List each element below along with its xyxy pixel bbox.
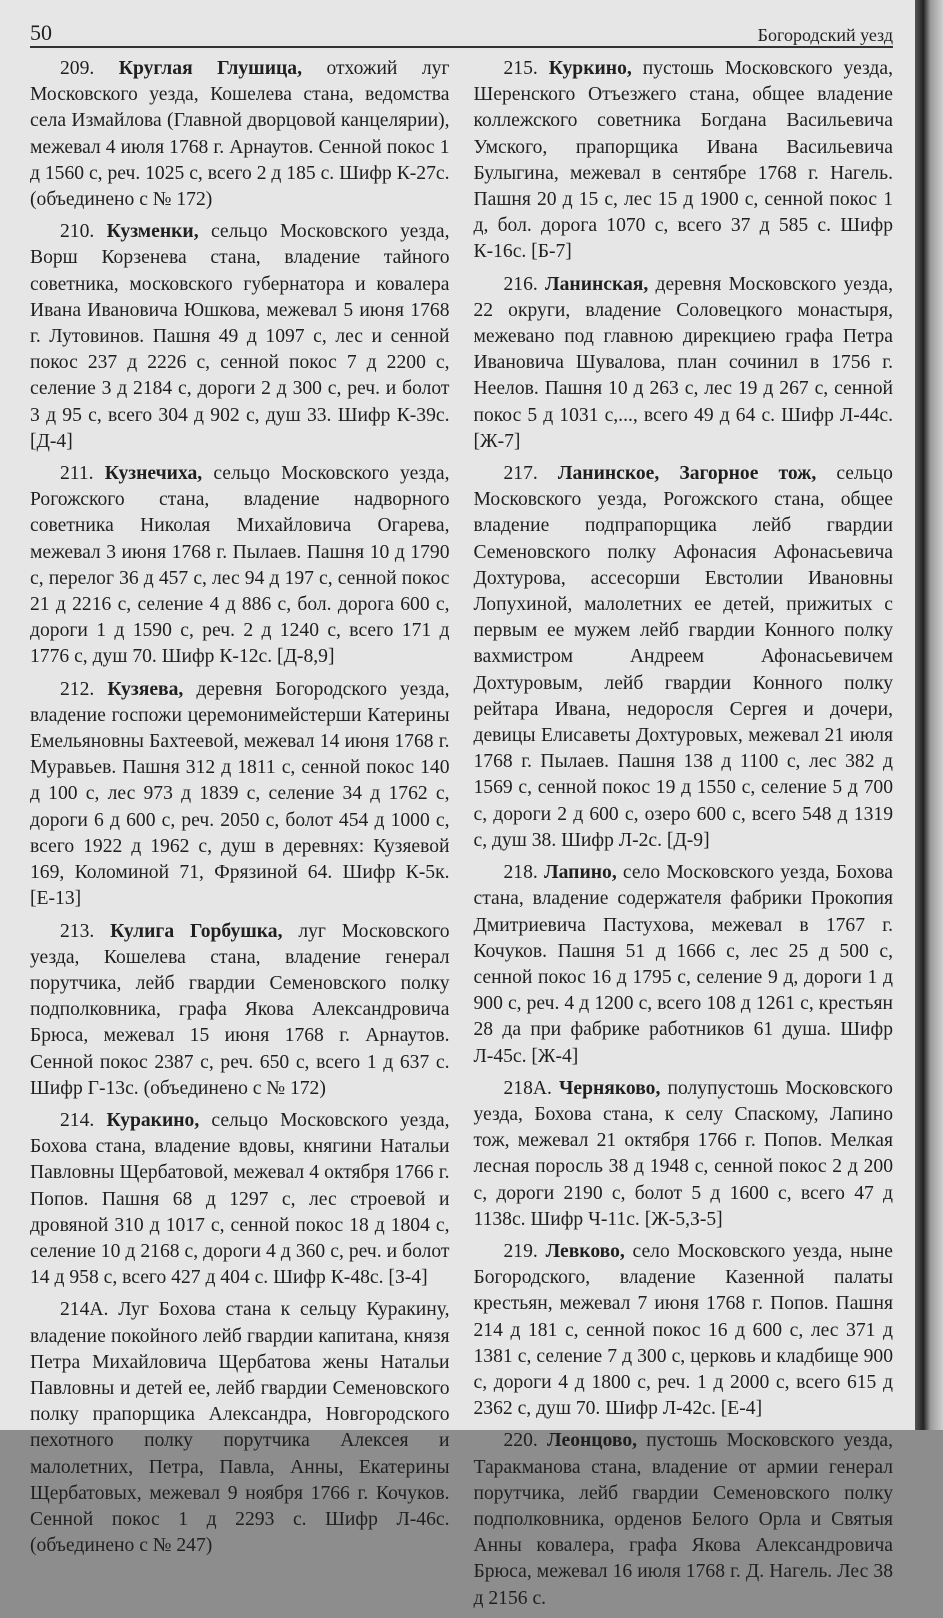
- entry-number: 214А.: [60, 1299, 109, 1321]
- entry-number: 209.: [60, 58, 95, 79]
- catalog-entry: [30, 1108, 450, 1291]
- page-header: [30, 16, 893, 48]
- catalog-entry: [30, 919, 450, 1102]
- entry-text: луг Московского уезда, Кошелева стана, владение генерал порутчика, лейб гвардии Семеновского полку подполковника, графа Якова Александровича Брюса, межевал 15 июня 1768 г. Арнаутов. Сенной покос 2387 с, реч. 650 с, всего 1 д 637 с. Шифр Г-13с. (объединено с № 172): [30, 920, 450, 1099]
- entry-number: 216.: [503, 273, 538, 295]
- entry-number: 211.: [60, 463, 94, 485]
- catalog-entry: [30, 677, 450, 913]
- page-number: 50: [30, 20, 52, 45]
- catalog-entry: [474, 1076, 894, 1233]
- entry-name: Куркино,: [548, 58, 632, 79]
- entry-text: сельцо Московского уезда, Ворш Корзенева стана, владение тайного советника, московского губернатора и ковалера Ивана Ивановича Юшкова, межевал 5 июня 1768 г. Лутовинов. Пашня 49 д 1097 с, лес и сенной покос 237 д 2226 с, сенной покос 7 д 2200 с, селение 3 д 2184 с, дороги 2 д 300 с, реч. и болот 3 д 95 с, всего 304 д 902 с, душ 33. Шифр К-39с. [Д-4]: [30, 221, 450, 452]
- entry-text: деревня Московского уезда, 22 округи, владение Соловецкого монастыря, межевано под главною дирекциею графа Петра Ивановича Шувалова, план сочинил в 1756 г. Неелов. Пашня 10 д 263 с, лес 19 д 267 с, сенной покос 5 д 1031 с,..., всего 49 д 64 с. Шифр Л-44с. [Ж-7]: [473, 273, 893, 452]
- entry-name: Кузнечиха,: [104, 463, 203, 485]
- entry-number: 220.: [503, 1430, 538, 1452]
- catalog-entry: [474, 461, 894, 854]
- catalog-entry: [474, 272, 894, 455]
- entry-name: Круглая Глушица,: [118, 58, 302, 79]
- entry-text: сельцо Московского уезда, Рогожского стана, владение надворного советника Николая Михайловича Огарева, межевал 3 июня 1768 г. Пылаев. Пашня 10 д 1790 с, перелог 36 д 457 с, лес 94 д 197 с, сенной покос 21 д 2216 с, селение 4 д 886 с, бол. дорога 600 с, дороги 1 д 1590 с, реч. 2 д 1240 с, всего 171 д 1776 с, душ 70. Шифр К-12с. [Д-8,9]: [30, 463, 450, 668]
- entry-name: Левково,: [545, 1240, 625, 1262]
- entry-name: Кузяева,: [107, 678, 184, 700]
- catalog-entry: [474, 56, 894, 266]
- entry-name: Леонцово,: [547, 1430, 638, 1452]
- entry-number: 219.: [503, 1240, 538, 1262]
- entry-name: Кузменки,: [106, 221, 199, 243]
- entry-name: Черняково,: [559, 1077, 661, 1099]
- running-head: Богородский уезд: [757, 25, 893, 45]
- catalog-entry: [474, 1239, 894, 1422]
- catalog-entry: [474, 860, 894, 1070]
- catalog-entry: [474, 1428, 894, 1611]
- left-column: [30, 56, 450, 1618]
- entry-text: село Московского уезда, Бохова стана, владение содержателя фабрики Прокопия Дмитриевича Пастухова, межевал в 1767 г. Кочуков. Пашня 51 д 1666 с, лес 25 д 500 с, сенной покос 16 д 1795 с, селение 9 д, дороги 1 д 900 с, реч. 4 д 1200 с, всего 108 д 1261 с, крестьян 28 да при фабрике работников 61 душа. Шифр Л-45с. [Ж-4]: [473, 862, 894, 1067]
- entry-name: Кулига Горбушка,: [110, 920, 283, 942]
- catalog-entry: [30, 56, 450, 213]
- entry-number: 213.: [60, 920, 95, 942]
- entry-number: 214.: [60, 1109, 95, 1131]
- catalog-entry: [30, 1297, 450, 1559]
- entry-number: 217.: [503, 463, 538, 485]
- right-column: [474, 56, 894, 1618]
- entry-number: 210.: [60, 221, 95, 243]
- entry-number: 215.: [503, 58, 538, 79]
- entry-text: пустошь Московского уезда, Шеренского Отъезжего стана, общее владение коллежского советника Богдана Васильевича Умского, прапорщика Ивана Васильевича Булыгина, межевал в сентябре 1768 г. Нагель. Пашня 20 д 15 с, лес 15 д 1900 с, сенной покос 1 д, бол. дорога 1070 с, всего 37 д 585 с. Шифр К-16с. [Б-7]: [473, 58, 893, 263]
- entry-text: сельцо Московского уезда, Рогожского стана, общее владение подпрапорщика лейб гвардии Семеновского полку Афонасия Афонасьевича Дохтурова, ассесорши Евстолии Ивановны Лопухиной, малолетних ее детей, прижитых с первым ее мужем лейб гвардии Конного полку вахмистром Андреем Афонасьевичем Дохтуровым, лейб гвардии Конного полку рейтара Ивана, недоросля Сергея и дочери, девицы Елисаветы Дохтуровых, межевал 21 июля 1768 г. Пылаев. Пашня 138 д 1100 с, лес 382 д 1569 с, сенной покос 19 д 1550 с, селение 5 д 700 с, дороги 2 д 600 с, озеро 600 с, всего 548 д 1319 с, душ 38. Шифр Л-2с. [Д-9]: [473, 463, 893, 851]
- entry-text: сельцо Московского уезда, Бохова стана, владение вдовы, княгини Натальи Павловны Щербатовой, межевал 4 октября 1766 г. Попов. Пашня 68 д 1297 с, лес строевой и дровяной 310 д 1017 с, сенной покос 18 д 1804 с, селение 10 д 2168 с, дороги 4 д 360 с, реч. и болот 14 д 958 с, всего 427 д 404 с. Шифр К-48с. [З-4]: [30, 1109, 450, 1289]
- entry-number: 212.: [60, 678, 95, 700]
- entry-text: Луг Бохова стана к сельцу Куракину, владение покойного лейб гвардии капитана, князя Петра Михайловича Щербатова жены Натальи Павловны и детей ее, лейб гвардии Семеновского полку прапорщика Александра, Новгородского пехотного полку порутчика Алексея и малолетних, Петра, Павла, Анны, Екатерины Щербатовых, межевал 9 ноября 1766 г. Кочуков. Сенной покос 1 д 2293 с. Шифр Л-46с. (объединено с № 247): [30, 1299, 450, 1557]
- entry-number: 218А.: [503, 1077, 552, 1099]
- entry-name: Куракино,: [106, 1109, 200, 1131]
- book-spine: [915, 0, 943, 1430]
- entry-text: полупустошь Московского уезда, Бохова стана, к селу Спаскому, Лапино тож, межевал 21 октября 1766 г. Попов. Мелкая лесная поросль 38 д 1948 с, сенной покос 2 д 200 с, дороги 2190 с, болот 5 д 1600 с, всего 47 д 1138с. Шифр Ч-11с. [Ж-5,З-5]: [473, 1077, 893, 1230]
- entry-text: деревня Богородского уезда, владение госпожи церемонимейстерши Катерины Емельяновны Бахтеевой, межевал 14 июня 1768 г. Муравьев. Пашня 312 д 1811 с, сенной покос 140 д 100 с, лес 973 д 1839 с, селение 34 д 1762 с, дороги 6 д 600 с, реч. 2050 с, болот 454 д 1000 с, всего 1922 д 1962 с, душ в деревнях: Кузяевой 169, Коломиной 71, Фрязиной 64. Шифр К-5к. [Е-13]: [30, 678, 450, 910]
- entry-text: пустошь Московского уезда, Таракманова стана, владение от армии генерал порутчика, лейб гвардии Семеновского полку подполковника, орденов Белого Орла и Святыя Анны ковалера, графа Якова Александровича Брюса, межевал 16 июля 1768 г. Д. Нагель. Лес 38 д 2156 с.: [473, 1430, 893, 1609]
- entry-name: Ланинская,: [545, 273, 649, 295]
- text-columns: [30, 56, 893, 1618]
- entry-number: 218.: [503, 862, 538, 884]
- catalog-entry: [30, 461, 450, 671]
- entry-name: Ланинское, Загорное тож,: [557, 463, 817, 485]
- entry-text: отхожий луг Московского уезда, Кошелева стана, ведомства села Измайлова (Главной дворцовой канцелярии), межевал 4 июля 1768 г. Арнаутов. Сенной покос 1 д 1560 с, реч. 1025 с, всего 2 д 185 с. Шифр К-27с. (объединено с № 172): [30, 58, 450, 211]
- entry-name: Лапино,: [544, 862, 617, 884]
- catalog-entry: [30, 219, 450, 455]
- entry-text: село Московского уезда, ныне Богородского, владение Казенной палаты крестьян, межевал 7 июня 1768 г. Попов. Пашня 214 д 181 с, сенной покос 16 д 600 с, лес 371 д 1381 с, селение 7 д 300 с, церковь и кладбище 900 с, дороги 4 д 1800 с, реч. 1 д 2000 с, всего 615 д 2362 с, душ 70. Шифр Л-42с. [Е-4]: [473, 1240, 894, 1420]
